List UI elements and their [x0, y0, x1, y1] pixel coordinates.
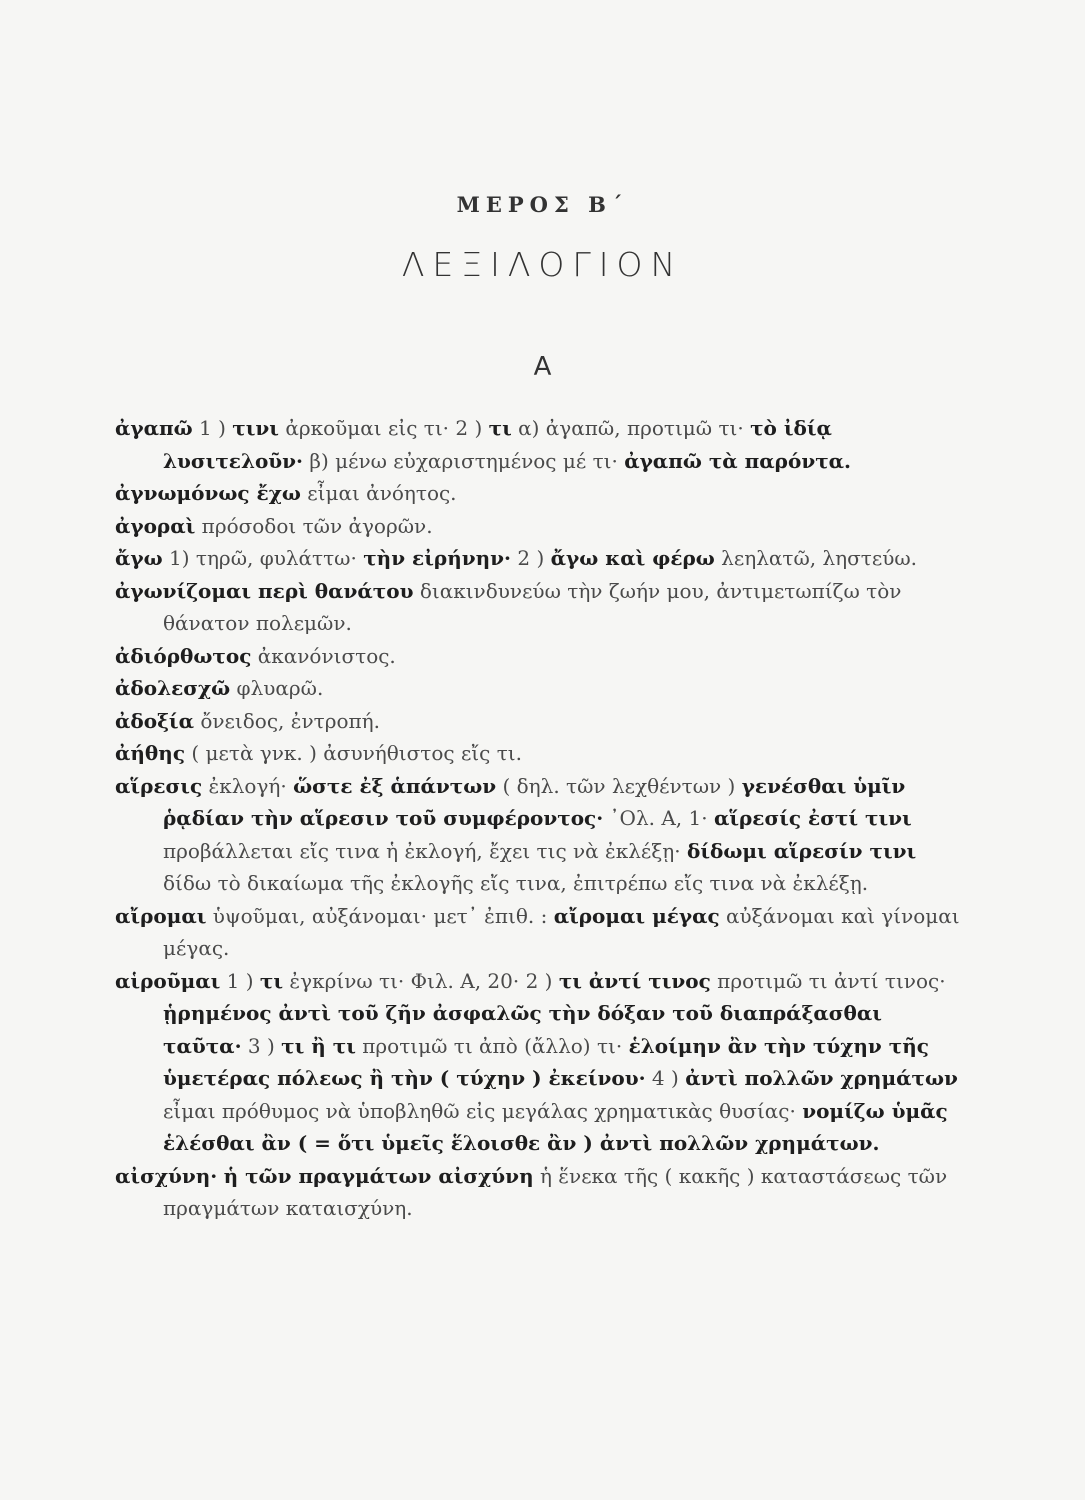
entry-definition: διακινδυνεύω τὴν ζωήν μου, ἀντιμετωπίζω τὸν θάνατον πολεμῶν.: [163, 578, 902, 635]
entry-term: τὴν εἰρήνην·: [363, 546, 511, 570]
entry-term: τὸ ἰδίᾳ λυσιτελοῦν·: [163, 416, 832, 473]
entry-definition: ᾿Ολ. Α, 1·: [603, 806, 714, 830]
entry-definition: 1 ): [220, 968, 260, 993]
dictionary-entry: [115, 705, 965, 738]
entry-term: ἀγνωμόνως ἔχω: [115, 481, 301, 505]
dictionary-entry: [115, 965, 965, 1160]
entry-term: ἡ τῶν πραγμάτων αἰσχύνη: [223, 1163, 534, 1188]
dictionary-entry: [115, 575, 965, 640]
letter-heading: Α: [533, 352, 552, 382]
entry-term: τινι: [232, 416, 279, 440]
entry-definition: ἀκανόνιστος.: [251, 643, 396, 668]
entry-term: ἀγαπῶ: [115, 416, 193, 440]
entry-definition: αὐξάνομαι καὶ γίνομαι μέγας.: [163, 903, 960, 960]
entry-list: [115, 412, 965, 1225]
dictionary-entry: [115, 1160, 965, 1225]
entry-definition: 1 ): [192, 416, 233, 440]
lexicon-title: ΛΕΞΙΛΟΓΙΟΝ: [401, 245, 684, 284]
entry-definition: προτιμῶ τι ἀπὸ (ἄλλο) τι·: [355, 1033, 629, 1058]
entry-term: ἑλοίμην ἂν τὴν τύχην τῆς ὑμετέρας πόλεως ἢ τὴν ( τύχην ) ἐκείνου·: [163, 1033, 929, 1090]
entry-term: νομίζω ὑμᾶς ἑλέσθαι ἂν ( = ὅτι ὑμεῖς ἕλοισθε ἂν ) ἀντὶ πολλῶν χρημάτων.: [163, 1098, 948, 1155]
dictionary-entry: [115, 640, 965, 673]
entry-definition: εἶμαι ἀνόητος.: [300, 481, 457, 505]
entry-term: αἴρομαι: [115, 903, 207, 928]
entry-definition: εἶμαι πρόθυμος νὰ ὑποβληθῶ εἰς μεγάλας χρηματικὰς θυσίας·: [163, 1098, 803, 1123]
entry-term: αἵρεσις: [115, 773, 203, 798]
entry-term: αἰσχύνη·: [115, 1163, 218, 1188]
dictionary-entry: [115, 737, 965, 770]
entry-term: τι ἢ τι: [281, 1033, 356, 1058]
entry-term: αἴρομαι μέγας: [553, 903, 720, 928]
entry-definition: προβάλλεται εἴς τινα ἡ ἐκλογή, ἔχει τις νὰ ἐκλέξῃ·: [163, 838, 688, 863]
entry-definition: 3 ): [241, 1033, 282, 1058]
entry-definition: ἀρκοῦμαι εἰς τι· 2 ): [278, 416, 489, 440]
dictionary-entry: [115, 770, 965, 900]
entry-definition: 1) τηρῶ, φυλάττω·: [162, 546, 364, 570]
dictionary-entry: [115, 672, 965, 705]
dictionary-entry: [115, 510, 965, 543]
entry-definition: δίδω τὸ δικαίωμα τῆς ἐκλογῆς εἴς τινα, ἐπιτρέπω εἴς τινα νὰ ἐκλέξῃ.: [163, 871, 869, 895]
entry-definition: ὑψοῦμαι, αὐξάνομαι· μετ᾿ ἐπιθ. :: [206, 903, 554, 928]
entry-term: αἱροῦμαι: [115, 968, 221, 993]
entry-term: τι: [259, 968, 284, 993]
entry-definition: 4 ): [645, 1066, 686, 1090]
entry-term: ἀντὶ πολλῶν χρημάτων: [685, 1066, 958, 1090]
entry-term: τι: [488, 416, 512, 440]
entry-term: ἀγαπῶ τὰ παρόντα.: [624, 448, 851, 473]
dictionary-entry: [115, 900, 965, 965]
entry-term: ἀγοραὶ: [115, 513, 196, 538]
entry-term: ἄγω καὶ φέρω: [550, 546, 715, 570]
entry-term: τι ἀντί τινος: [558, 968, 711, 993]
entry-term: ἄγω: [115, 546, 163, 570]
part-title: ΜΕΡΟΣ Β΄: [456, 192, 629, 217]
entry-term: ἀγωνίζομαι περὶ θανάτου: [115, 578, 414, 603]
entry-definition: λεηλατῶ, ληστεύω.: [714, 546, 918, 570]
dictionary-entry: [115, 477, 965, 510]
entry-definition: 2 ): [511, 546, 551, 570]
entry-definition: ὄνειδος, ἐντροπή.: [193, 708, 380, 733]
entry-term: ἀδοξία: [115, 708, 194, 733]
entry-term: ᾑρημένος ἀντὶ τοῦ ζῆν ἀσφαλῶς τὴν δόξαν τοῦ διαπράξασθαι ταῦτα·: [163, 1001, 882, 1058]
entry-definition: ἡ ἕνεκα τῆς ( κακῆς ) καταστάσεως τῶν πραγμάτων καταισχύνη.: [163, 1163, 948, 1220]
entry-definition: προτιμῶ τι ἀντί τινος·: [710, 968, 946, 993]
entry-definition: ἐκλογή·: [202, 773, 294, 798]
entry-term: ὥστε ἐξ ἁπάντων: [293, 773, 497, 798]
entry-definition: πρόσοδοι τῶν ἀγορῶν.: [195, 513, 433, 538]
entry-definition: ( μετὰ γνκ. ) ἀσυνήθιστος εἴς τι.: [185, 741, 522, 765]
entry-term: γενέσθαι ὑμῖν ῥᾳδίαν τὴν αἵρεσιν τοῦ συμφέροντος·: [163, 773, 906, 830]
entry-term: ἀδιόρθωτος: [115, 643, 252, 668]
entry-definition: ( δηλ. τῶν λεχθέντων ): [496, 773, 742, 798]
entry-term: ἀδολεσχῶ: [115, 676, 231, 700]
entry-term: αἵρεσίς ἐστί τινι: [713, 806, 912, 830]
entry-definition: β) μένω εὐχαριστημένος μέ τι·: [303, 448, 625, 473]
entry-definition: φλυαρῶ.: [230, 676, 324, 700]
entry-definition: ἐγκρίνω τι· Φιλ. Α, 20· 2 ): [283, 968, 559, 993]
dictionary-entry: [115, 542, 965, 575]
dictionary-entry: [115, 412, 965, 477]
entry-term: ἀήθης: [115, 741, 185, 765]
entry-term: δίδωμι αἵρεσίν τινι: [687, 838, 917, 863]
entry-definition: α) ἀγαπῶ, προτιμῶ τι·: [511, 416, 751, 440]
